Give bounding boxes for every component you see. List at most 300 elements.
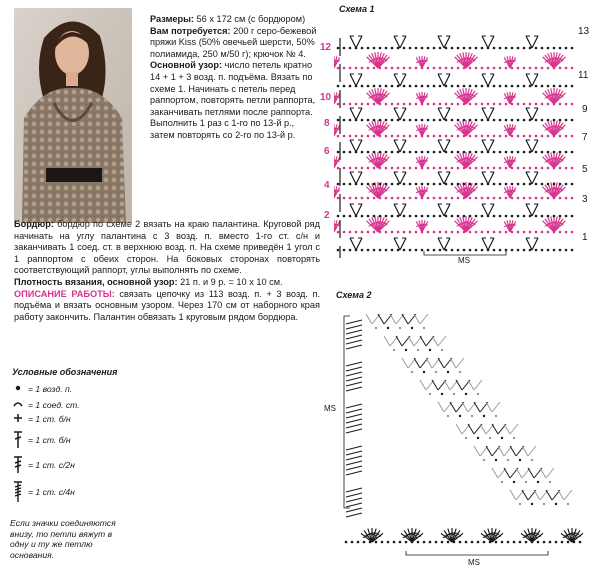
chain-dot (471, 415, 473, 417)
corner-stitch (438, 402, 444, 412)
corner-stitch (558, 490, 564, 500)
chain-dot (517, 215, 520, 218)
chain-dot (409, 249, 412, 252)
chain-dot (517, 85, 520, 88)
chain-dot (519, 459, 521, 461)
chain-dot (529, 103, 532, 106)
chain-dot (571, 231, 574, 234)
stitch-stroke (532, 108, 538, 120)
chain-dot (385, 231, 388, 234)
chain-dot (403, 119, 406, 122)
chain-dot (391, 47, 394, 50)
stitch-stroke (438, 204, 444, 216)
sizes-label: Размеры: (150, 14, 194, 24)
chain-dot (445, 167, 448, 170)
border-stitch (346, 446, 362, 450)
scheme-1-symbols (334, 18, 578, 258)
chain-dot (345, 541, 348, 544)
chain-dot (499, 47, 502, 50)
chain-dot (445, 135, 448, 138)
chain-dot (541, 167, 544, 170)
stitch-stroke (444, 36, 450, 48)
chain-dot (523, 103, 526, 106)
chain-dot (559, 103, 562, 106)
corner-stitch (492, 402, 500, 412)
chain-dot (361, 103, 364, 106)
chain-dot (505, 135, 508, 138)
chain-dot (457, 167, 460, 170)
chain-dot (459, 371, 461, 373)
chain-dot (415, 103, 418, 106)
chain-dot (547, 215, 550, 218)
row-number-left: 4 (324, 180, 330, 191)
stitch-stroke (444, 108, 450, 120)
stitch-stroke (438, 36, 444, 48)
chain-dot (409, 197, 412, 200)
chain-dot (483, 541, 486, 544)
chain-dot (429, 541, 432, 544)
chain-dot (391, 119, 394, 122)
scheme-2-title: Схема 2 (336, 290, 372, 300)
chain-dot (511, 183, 514, 186)
chain-dot (571, 151, 574, 154)
chain-dot (499, 231, 502, 234)
row-number-right: 9 (582, 104, 588, 115)
chain-dot (349, 151, 352, 154)
chain-dot (541, 197, 544, 200)
stitch-stroke (350, 140, 356, 152)
chain-dot (535, 135, 538, 138)
chain-dot (547, 197, 550, 200)
chain-dot (421, 183, 424, 186)
border-stitch (346, 377, 362, 381)
row-number-left: 10 (320, 92, 332, 103)
chain-dot (457, 197, 460, 200)
chain-dot (565, 183, 568, 186)
chain-dot (457, 151, 460, 154)
stitch-stroke (444, 74, 450, 86)
chain-dot (541, 249, 544, 252)
row-number-left: 2 (324, 210, 330, 221)
chain-dot (343, 231, 346, 234)
chain-dot (567, 541, 570, 544)
chain-dot (337, 135, 340, 138)
chain-dot (471, 541, 474, 544)
chain-dot (361, 183, 364, 186)
chain-dot (409, 119, 412, 122)
chain-dot (349, 215, 352, 218)
chain-dot (529, 231, 532, 234)
chain-dot (367, 85, 370, 88)
corner-stitch (390, 314, 396, 324)
chain-dot (409, 135, 412, 138)
stitch-stroke (350, 172, 356, 184)
scheme-1-repeat-label: MS (458, 256, 470, 265)
chain-dot (433, 67, 436, 70)
chain-dot (499, 67, 502, 70)
row-number-left: 12 (320, 42, 332, 53)
chain-dot (537, 541, 540, 544)
chain-dot (391, 151, 394, 154)
stitch-stroke (400, 108, 406, 120)
chain-dot (499, 103, 502, 106)
corner-stitch (420, 336, 426, 346)
chain-dot (559, 249, 562, 252)
border-stitch (346, 466, 362, 470)
chain-dot (433, 215, 436, 218)
chain-dot (409, 67, 412, 70)
chain-dot (439, 85, 442, 88)
chain-dot (517, 197, 520, 200)
chain-dot (445, 231, 448, 234)
stitch-stroke (444, 172, 450, 184)
stitch-stroke (482, 238, 488, 250)
chain-dot (421, 119, 424, 122)
chain-dot (415, 197, 418, 200)
border-stitch (346, 345, 362, 349)
chain-dot (513, 541, 516, 544)
chain-dot (565, 103, 568, 106)
chain-dot (493, 231, 496, 234)
chain-dot (541, 85, 544, 88)
chain-dot (457, 183, 460, 186)
stitch-stroke (482, 74, 488, 86)
stitch-stroke (350, 36, 356, 48)
border-stitch (346, 424, 362, 428)
corner-stitch (408, 336, 414, 346)
border-stitch (346, 451, 362, 455)
chain-dot (469, 215, 472, 218)
chain-dot (403, 249, 406, 252)
chain-dot (511, 249, 514, 252)
chain-dot (481, 119, 484, 122)
chain-dot (565, 85, 568, 88)
corner-stitch (414, 314, 420, 324)
chain-dot (565, 151, 568, 154)
chain-dot (427, 135, 430, 138)
chain-dot (517, 135, 520, 138)
chain-dot (477, 541, 480, 544)
chain-dot (445, 197, 448, 200)
chain-dot (451, 215, 454, 218)
chain-dot (529, 167, 532, 170)
chain-dot (415, 151, 418, 154)
chain-dot (343, 85, 346, 88)
chain-dot (387, 327, 389, 329)
chain-dot (367, 119, 370, 122)
chain-dot (499, 183, 502, 186)
corner-stitch (402, 314, 408, 324)
chain-dot (475, 103, 478, 106)
chain-dot (483, 459, 485, 461)
chain-dot (463, 151, 466, 154)
stitch-stroke (400, 172, 406, 184)
chain-dot (439, 215, 442, 218)
chain-dot (469, 231, 472, 234)
chain-dot (415, 47, 418, 50)
row-number-left: 6 (324, 146, 330, 157)
chain-dot (337, 167, 340, 170)
chain-dot (475, 85, 478, 88)
chain-dot (403, 167, 406, 170)
chain-dot (439, 231, 442, 234)
chain-dot (397, 197, 400, 200)
chain-dot (427, 47, 430, 50)
chain-dot (439, 197, 442, 200)
border-text: бордюр по схеме 2 вязать на краю палантина. Круговой ряд начинать на углу палантина с 3 возд. п. вместо 1-го ст. с/н и заканчивать 1 соед. ст. в верхнюю возд. п. На схеме приведён 1 угол с 1 раппортом с обеих сторон. На боковых сторонах повторять соответствующий раппорт, углы выполнять по схеме. (14, 219, 320, 276)
chain-dot (565, 197, 568, 200)
chain-dot (441, 393, 443, 395)
chain-dot (451, 167, 454, 170)
border-stitch (346, 325, 362, 329)
chain-dot (565, 249, 568, 252)
chain-dot (511, 151, 514, 154)
chain-dot (367, 183, 370, 186)
chain-dot (403, 85, 406, 88)
chain-dot (367, 135, 370, 138)
border-stitch (346, 382, 362, 386)
corner-stitch (546, 468, 554, 478)
chain-dot (385, 151, 388, 154)
chain-dot (361, 47, 364, 50)
stitch-stroke (438, 108, 444, 120)
border-stitch (346, 330, 362, 334)
chain-dot (451, 67, 454, 70)
corner-stitch (510, 490, 516, 500)
chain-dot (543, 541, 546, 544)
chain-dot (469, 151, 472, 154)
chain-dot (499, 151, 502, 154)
chain-dot (505, 167, 508, 170)
chain-dot (559, 215, 562, 218)
row-number-right: 11 (578, 70, 589, 81)
chain-dot (337, 231, 340, 234)
stitch-stroke (488, 74, 494, 86)
corner-stitch (522, 446, 528, 456)
chain-dot (445, 103, 448, 106)
model-photo (14, 8, 132, 223)
corner-stitch (438, 358, 444, 368)
chain-dot (343, 167, 346, 170)
chain-dot (391, 85, 394, 88)
chain-dot (511, 215, 514, 218)
chain-dot (475, 167, 478, 170)
chain-dot (493, 215, 496, 218)
stitch-stroke (482, 108, 488, 120)
chain-dot (385, 197, 388, 200)
chain-dot (385, 47, 388, 50)
chain-dot (451, 151, 454, 154)
stitch-stroke (400, 36, 406, 48)
chain-dot (505, 231, 508, 234)
work-description-text: связать цепочку из 113 возд. п. + 3 возд. п. подъёма и вязать основным узором. Через 170 см от наборного края работу закончить. Палантин обвязать 1 круговым рядом бордюра. (14, 288, 321, 322)
chain-dot (493, 183, 496, 186)
chain-dot (373, 231, 376, 234)
stitch-stroke (438, 74, 444, 86)
stitch-stroke (488, 140, 494, 152)
corner-stitch (426, 358, 432, 368)
chain-dot (343, 135, 346, 138)
corner-stitch (510, 446, 516, 456)
chain-dot (523, 183, 526, 186)
chain-dot (421, 151, 424, 154)
chain-dot (349, 231, 352, 234)
chain-dot (493, 67, 496, 70)
chain-dot (571, 249, 574, 252)
chain-dot (463, 215, 466, 218)
main-pattern-label: Основной узор: (150, 60, 223, 71)
row-number-left: 8 (324, 118, 330, 129)
tall-stitch-four-bars-icon (12, 481, 26, 503)
chain-dot (421, 215, 424, 218)
stitch-stroke (438, 238, 444, 250)
chain-dot (469, 103, 472, 106)
chain-dot (451, 135, 454, 138)
chain-dot (477, 437, 479, 439)
border-stitch (346, 513, 362, 517)
chain-dot (571, 67, 574, 70)
stitch-stroke (526, 36, 532, 48)
chain-dot (535, 151, 538, 154)
chain-dot (493, 167, 496, 170)
chain-dot (547, 135, 550, 138)
chain-dot (343, 215, 346, 218)
chain-dot (373, 47, 376, 50)
chain-dot (571, 183, 574, 186)
chain-dot (361, 197, 364, 200)
chain-dot (379, 47, 382, 50)
chain-dot (541, 119, 544, 122)
corner-stitch (504, 468, 510, 478)
corner-stitch (456, 380, 462, 390)
chain-dot (361, 67, 364, 70)
chain-dot (337, 67, 340, 70)
chain-dot (403, 183, 406, 186)
chain-dot (571, 47, 574, 50)
corner-stitch (546, 490, 552, 500)
corner-stitch (462, 402, 468, 412)
corner-stitch (480, 424, 486, 434)
chain-dot (379, 85, 382, 88)
stitch-stroke (356, 140, 362, 152)
chain-dot (373, 215, 376, 218)
chain-dot (523, 215, 526, 218)
border-stitch (346, 367, 362, 371)
chain-dot (475, 119, 478, 122)
chain-dot (367, 215, 370, 218)
density-label: Плотность вязания, основной узор: (14, 276, 178, 287)
chain-dot (439, 183, 442, 186)
chain-dot (559, 167, 562, 170)
chain-dot (349, 103, 352, 106)
chain-dot (409, 167, 412, 170)
chain-dot (415, 183, 418, 186)
chain-dot (531, 503, 533, 505)
chain-dot (555, 541, 558, 544)
chain-dot (517, 183, 520, 186)
border-stitch (346, 372, 362, 376)
stitch-stroke (444, 204, 450, 216)
chain-dot (505, 85, 508, 88)
chain-dot (571, 103, 574, 106)
chain-dot (547, 67, 550, 70)
border-stitch (346, 409, 362, 413)
chain-dot (513, 481, 515, 483)
stitch-stroke (526, 172, 532, 184)
chain-dot (367, 167, 370, 170)
chain-dot (373, 103, 376, 106)
chain-dot (433, 167, 436, 170)
chain-dot (475, 183, 478, 186)
stitch-stroke (488, 172, 494, 184)
stitch-stroke (488, 238, 494, 250)
border-label: Бордюр: (14, 219, 54, 229)
chain-dot (565, 167, 568, 170)
chain-dot (433, 85, 436, 88)
chain-dot (415, 167, 418, 170)
chain-dot (337, 249, 340, 252)
chain-dot (427, 119, 430, 122)
chain-dot (547, 167, 550, 170)
chain-dot (379, 249, 382, 252)
chain-dot (417, 541, 420, 544)
chain-dot (439, 67, 442, 70)
chain-dot (349, 183, 352, 186)
stitch-stroke (356, 204, 362, 216)
chain-dot (559, 47, 562, 50)
corner-stitch (510, 424, 518, 434)
chain-dot (427, 151, 430, 154)
chain-dot (487, 67, 490, 70)
chain-dot (517, 47, 520, 50)
chain-dot (373, 151, 376, 154)
chain-dot (337, 151, 340, 154)
chain-dot (451, 47, 454, 50)
chain-dot (571, 85, 574, 88)
corner-stitch (414, 358, 420, 368)
chain-dot (411, 371, 413, 373)
chain-dot (457, 231, 460, 234)
chain-dot (391, 249, 394, 252)
slip-stitch-arc-icon (12, 397, 26, 411)
legend-item-slip: = 1 соед. ст. (12, 397, 162, 413)
chain-dot (427, 67, 430, 70)
chain-dot (397, 231, 400, 234)
chain-dot (343, 47, 346, 50)
chain-dot (463, 47, 466, 50)
chain-dot (439, 119, 442, 122)
stitch-stroke (488, 36, 494, 48)
chain-dot (477, 393, 479, 395)
chain-dot (361, 167, 364, 170)
chain-dot (433, 197, 436, 200)
corner-stitch (384, 336, 390, 346)
chain-dot (481, 135, 484, 138)
chain-dot (391, 135, 394, 138)
chain-dot (463, 183, 466, 186)
chain-dot (517, 231, 520, 234)
chain-dot (511, 119, 514, 122)
chain-dot (547, 183, 550, 186)
chain-dot (393, 541, 396, 544)
border-stitch (346, 335, 362, 339)
stitch-stroke (350, 238, 356, 250)
chain-dot (517, 151, 520, 154)
chain-dot (447, 541, 450, 544)
chain-dot (501, 541, 504, 544)
tall-stitch-one-bar-icon (12, 430, 26, 450)
chain-dot (439, 167, 442, 170)
